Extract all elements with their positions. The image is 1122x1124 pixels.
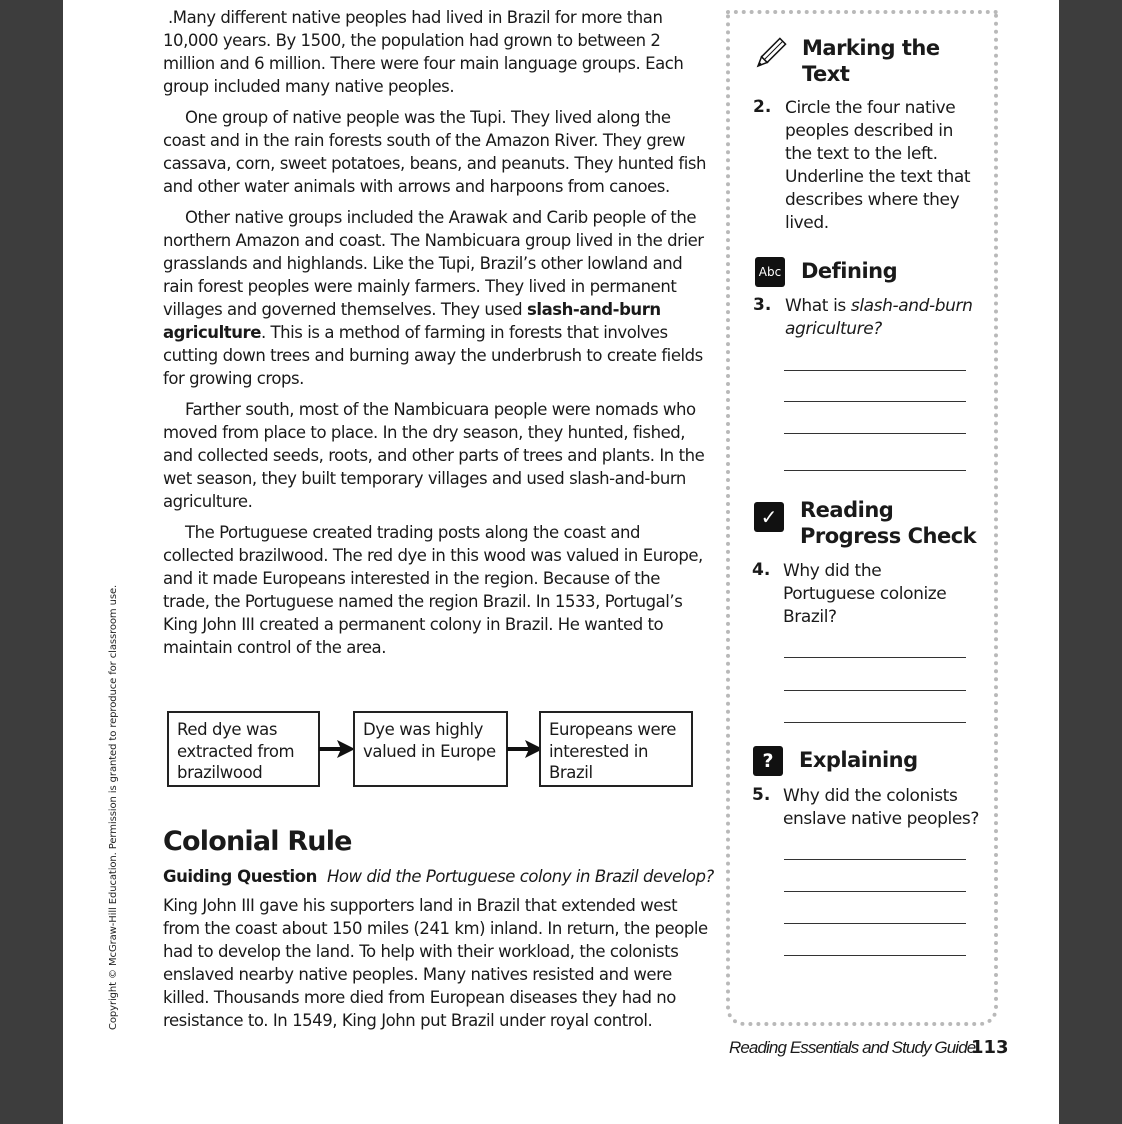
defining-title: Defining: [801, 259, 898, 283]
key-term: slash-and-burn agriculture: [163, 300, 661, 342]
answer-line[interactable]: [784, 923, 966, 924]
right-arrow-icon: [507, 739, 543, 759]
guiding-question-label: Guiding Question: [163, 867, 317, 886]
flowchart-box-1: Red dye was extracted from brazilwood: [167, 711, 320, 787]
paragraph-nambicuara: Farther south, most of the Nambicuara people were nomads who moved from place to place. In the dry season, they hunted, fished, and collected seeds, roots, and other parts of trees and plants. In the wet season, they built temporary villages and used slash-and-burn agriculture.: [163, 400, 705, 511]
checkmark-icon: ✓: [754, 502, 784, 532]
answer-line[interactable]: [784, 955, 966, 956]
pencil-icon: [752, 36, 788, 72]
flowchart-box-2: Dye was highly valued in Europe: [353, 711, 508, 787]
title-line: Marking the: [802, 36, 940, 60]
defining-question: [785, 295, 975, 341]
title-line: Text: [802, 62, 850, 86]
answer-line[interactable]: [784, 690, 966, 691]
footer-title: Reading Essentials and Study Guide: [729, 1038, 976, 1057]
explaining-question: Why did the colonists enslave native peoples?: [783, 786, 979, 829]
question-icon: ?: [753, 746, 783, 776]
question-text: What is: [785, 296, 851, 316]
title-line: Reading: [800, 498, 894, 522]
marking-title: [802, 35, 940, 87]
colonial-rule-body: King John III gave his supporters land in Brazil that extended west from the coast about 150 miles (241 km) inland. In return, the people had to develop the land. To help with their workload, the colonists enslaved nearby native peoples. Many natives resisted and were killed. Thousands more died from European diseases they had no resistance to. In 1549, King John put Brazil under royal control.: [163, 896, 708, 1030]
answer-line[interactable]: [784, 657, 966, 658]
right-arrow-icon: [319, 739, 355, 759]
section-heading: Colonial Rule: [163, 826, 352, 857]
answer-line[interactable]: [784, 891, 966, 892]
flowchart: [167, 711, 697, 791]
guiding-question: [163, 865, 714, 888]
answer-line[interactable]: [784, 433, 966, 434]
guiding-question-text: How did the Portuguese colony in Brazil develop?: [326, 867, 714, 886]
progress-question: Why did the Portuguese colonize Brazil?: [783, 561, 947, 627]
answer-line[interactable]: [784, 401, 966, 402]
question-term: slash-and-burn agriculture?: [785, 296, 973, 339]
answer-line[interactable]: [784, 370, 966, 371]
abc-icon: Abc: [755, 257, 785, 287]
question-number: 2.: [753, 97, 772, 117]
question-number: 4.: [752, 560, 771, 580]
paragraph-intro: .Many different native peoples had lived in Brazil for more than 10,000 years. By 1500, the population had grown to between 2 million and 6 million. There were four main language groups. Each group included many native peoples.: [163, 8, 684, 96]
paragraph-portuguese: The Portuguese created trading posts along the coast and collected brazilwood. The red dye in this wood was valued in Europe, and it made Europeans interested in the region. Because of the trade, the Portuguese named the region Brazil. In 1533, Portugal’s King John III created a permanent colony in Brazil. He wanted to maintain control of the area.: [163, 523, 703, 657]
marking-question: Circle the four native peoples described in the text to the left. Underline the text that describes where they lived.: [785, 98, 971, 233]
paragraph-other-groups: [163, 206, 708, 390]
main-text: [163, 6, 708, 667]
question-number: 5.: [752, 785, 771, 805]
flowchart-box-3: Europeans were interested in Brazil: [539, 711, 693, 787]
text-span: Other native groups included the Arawak and Carib people of the northern Amazon and coast. The Nambicuara group lived in the drier grasslands and highlands. Like the Tupi, Brazil’s other lowland and rain forest peoples were mainly farmers. They lived in permanent villages and governed themselves. They used: [163, 208, 704, 319]
copyright-notice: Copyright © McGraw-Hill Education. Permission is granted to reproduce for classroom use.: [108, 584, 119, 1030]
title-line: Progress Check: [800, 524, 977, 548]
answer-line[interactable]: [784, 722, 966, 723]
question-number: 3.: [753, 295, 772, 315]
progress-title: [800, 497, 976, 549]
explaining-title: Explaining: [799, 748, 918, 772]
page-number: 113: [971, 1037, 1009, 1058]
paragraph-tupi: One group of native people was the Tupi. They lived along the coast and in the rain forests south of the Amazon River. They grew cassava, corn, sweet potatoes, beans, and peanuts. They hunted fish and other water animals with arrows and harpoons from canoes.: [163, 108, 706, 196]
answer-line[interactable]: [784, 859, 966, 860]
text-span: . This is a method of farming in forests that involves cutting down trees and burning away the underbrush to create fields for growing crops.: [163, 323, 703, 388]
answer-line[interactable]: [784, 470, 966, 471]
